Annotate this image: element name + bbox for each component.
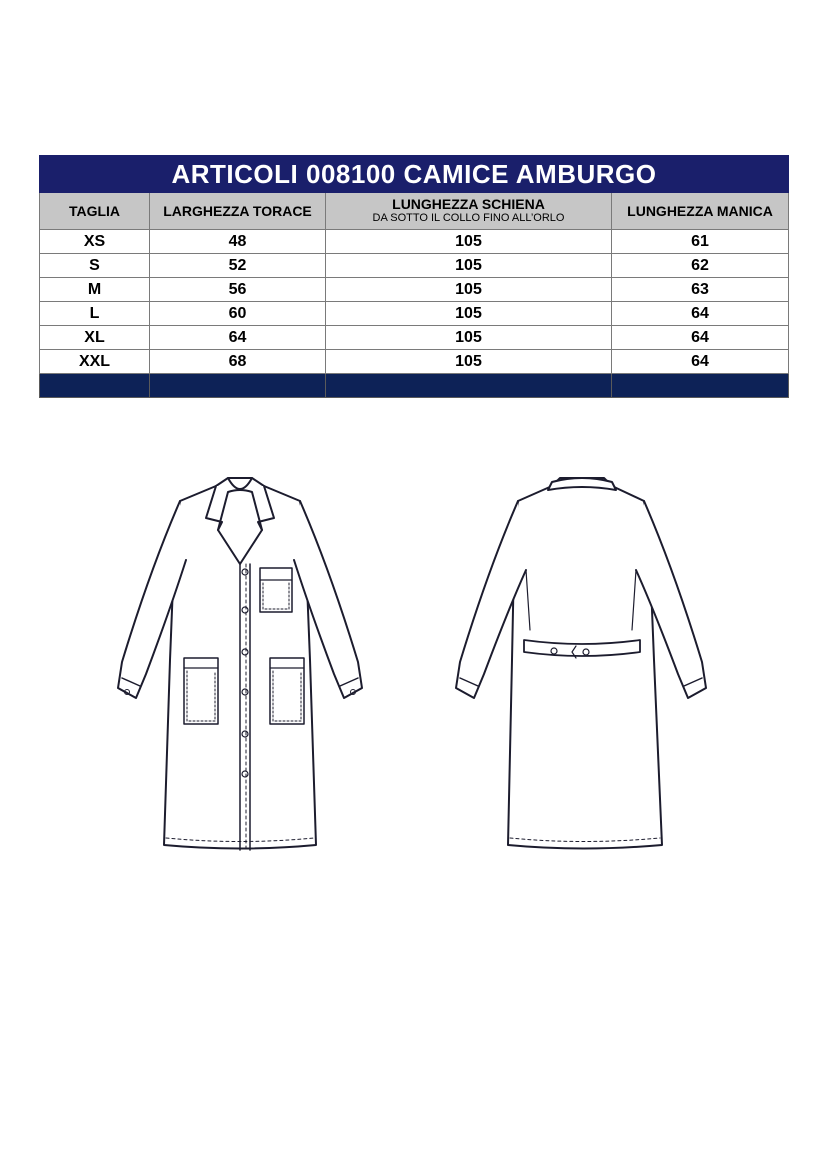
header-taglia: TAGLIA	[40, 193, 150, 230]
cell-manica: 61	[612, 230, 789, 254]
footer-cell	[150, 374, 326, 398]
cell-taglia: M	[40, 278, 150, 302]
cell-schiena: 105	[326, 278, 612, 302]
cell-taglia: S	[40, 254, 150, 278]
table-header-row	[40, 193, 789, 230]
cell-taglia: L	[40, 302, 150, 326]
footer-cell	[326, 374, 612, 398]
cell-taglia: XS	[40, 230, 150, 254]
table-row	[40, 254, 789, 278]
cell-schiena: 105	[326, 302, 612, 326]
cell-torace: 64	[150, 326, 326, 350]
cell-torace: 60	[150, 302, 326, 326]
table-row	[40, 326, 789, 350]
table-row	[40, 230, 789, 254]
table-title-row	[40, 156, 789, 193]
lab-coat-back-icon	[456, 478, 706, 849]
footer-cell	[40, 374, 150, 398]
table-footer-row	[40, 374, 789, 398]
cell-torace: 52	[150, 254, 326, 278]
table-title: ARTICOLI 008100 CAMICE AMBURGO	[40, 156, 789, 193]
header-lunghezza-schiena: LUNGHEZZA SCHIENA DA SOTTO IL COLLO FINO ALL’ORLO	[326, 193, 612, 230]
cell-manica: 64	[612, 326, 789, 350]
cell-torace: 56	[150, 278, 326, 302]
cell-manica: 64	[612, 350, 789, 374]
cell-schiena: 105	[326, 230, 612, 254]
cell-schiena: 105	[326, 326, 612, 350]
lab-coat-front-icon	[118, 478, 362, 850]
header-lunghezza-manica: LUNGHEZZA MANICA	[612, 193, 789, 230]
cell-manica: 62	[612, 254, 789, 278]
cell-torace: 48	[150, 230, 326, 254]
table-row	[40, 278, 789, 302]
cell-manica: 63	[612, 278, 789, 302]
table-row	[40, 302, 789, 326]
cell-taglia: XL	[40, 326, 150, 350]
cell-schiena: 105	[326, 350, 612, 374]
table-row	[40, 350, 789, 374]
cell-schiena: 105	[326, 254, 612, 278]
cell-torace: 68	[150, 350, 326, 374]
cell-manica: 64	[612, 302, 789, 326]
cell-taglia: XXL	[40, 350, 150, 374]
header-lunghezza-schiena-note: DA SOTTO IL COLLO FINO ALL’ORLO	[372, 212, 565, 224]
size-table	[39, 155, 789, 398]
header-larghezza-torace: LARGHEZZA TORACE	[150, 193, 326, 230]
garment-illustrations	[100, 460, 740, 860]
footer-cell	[612, 374, 789, 398]
